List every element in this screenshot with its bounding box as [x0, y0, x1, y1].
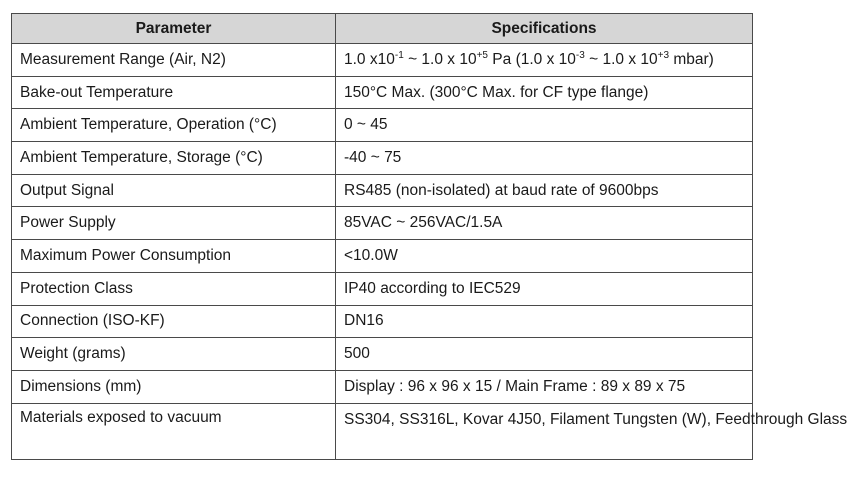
- exponent: +5: [476, 49, 488, 61]
- table-row: [12, 403, 753, 459]
- parameter-cell: Measurement Range (Air, N2): [12, 44, 336, 77]
- specification-cell: 0 ~ 45: [336, 109, 753, 142]
- table-row: [12, 44, 753, 77]
- table-row: [12, 338, 753, 371]
- column-header-specifications: Specifications: [336, 14, 753, 44]
- table-row: [12, 142, 753, 175]
- value-text: Pa (1.0 x 10: [488, 50, 576, 68]
- table-row: [12, 370, 753, 403]
- parameter-cell: Maximum Power Consumption: [12, 240, 336, 273]
- table-row: [12, 174, 753, 207]
- parameter-cell: Weight (grams): [12, 338, 336, 371]
- column-header-parameter: Parameter: [12, 14, 336, 44]
- specification-cell: IP40 according to IEC529: [336, 272, 753, 305]
- specification-cell: 500: [336, 338, 753, 371]
- table-header-row: [12, 14, 753, 44]
- exponent: -3: [575, 49, 585, 61]
- parameter-cell: Dimensions (mm): [12, 370, 336, 403]
- specification-cell: SS304, SS316L, Kovar 4J50, Filament Tungsten (W), Feedthrough Glass: [336, 403, 753, 459]
- specification-cell: Display : 96 x 96 x 15 / Main Frame : 89 x 89 x 75: [336, 370, 753, 403]
- table-row: [12, 240, 753, 273]
- specification-cell: <10.0W: [336, 240, 753, 273]
- parameter-cell: Protection Class: [12, 272, 336, 305]
- specification-cell: -40 ~ 75: [336, 142, 753, 175]
- parameter-cell: Materials exposed to vacuum: [12, 403, 336, 459]
- parameter-cell: Output Signal: [12, 174, 336, 207]
- table-row: [12, 207, 753, 240]
- exponent: +3: [657, 49, 670, 61]
- parameter-cell: Power Supply: [12, 207, 336, 240]
- specification-cell: 85VAC ~ 256VAC/1.5A: [336, 207, 753, 240]
- table-row: [12, 76, 753, 109]
- specification-cell: [336, 44, 753, 77]
- value-text: ~ 1.0 x 10: [584, 50, 658, 68]
- specification-cell: 150°C Max. (300°C Max. for CF type flange): [336, 76, 753, 109]
- table-row: [12, 272, 753, 305]
- parameter-cell: Bake-out Temperature: [12, 76, 336, 109]
- value-text: 1.0 x10: [344, 50, 395, 68]
- parameter-cell: Ambient Temperature, Operation (°C): [12, 109, 336, 142]
- specification-cell: DN16: [336, 305, 753, 338]
- parameter-cell: Ambient Temperature, Storage (°C): [12, 142, 336, 175]
- table-row: [12, 305, 753, 338]
- value-text: ~ 1.0 x 10: [403, 50, 477, 68]
- exponent: -1: [394, 49, 404, 61]
- value-text: mbar): [669, 50, 714, 68]
- parameter-cell: Connection (ISO-KF): [12, 305, 336, 338]
- specifications-table: [11, 13, 847, 460]
- table-row: [12, 109, 753, 142]
- specification-cell: RS485 (non-isolated) at baud rate of 9600bps: [336, 174, 753, 207]
